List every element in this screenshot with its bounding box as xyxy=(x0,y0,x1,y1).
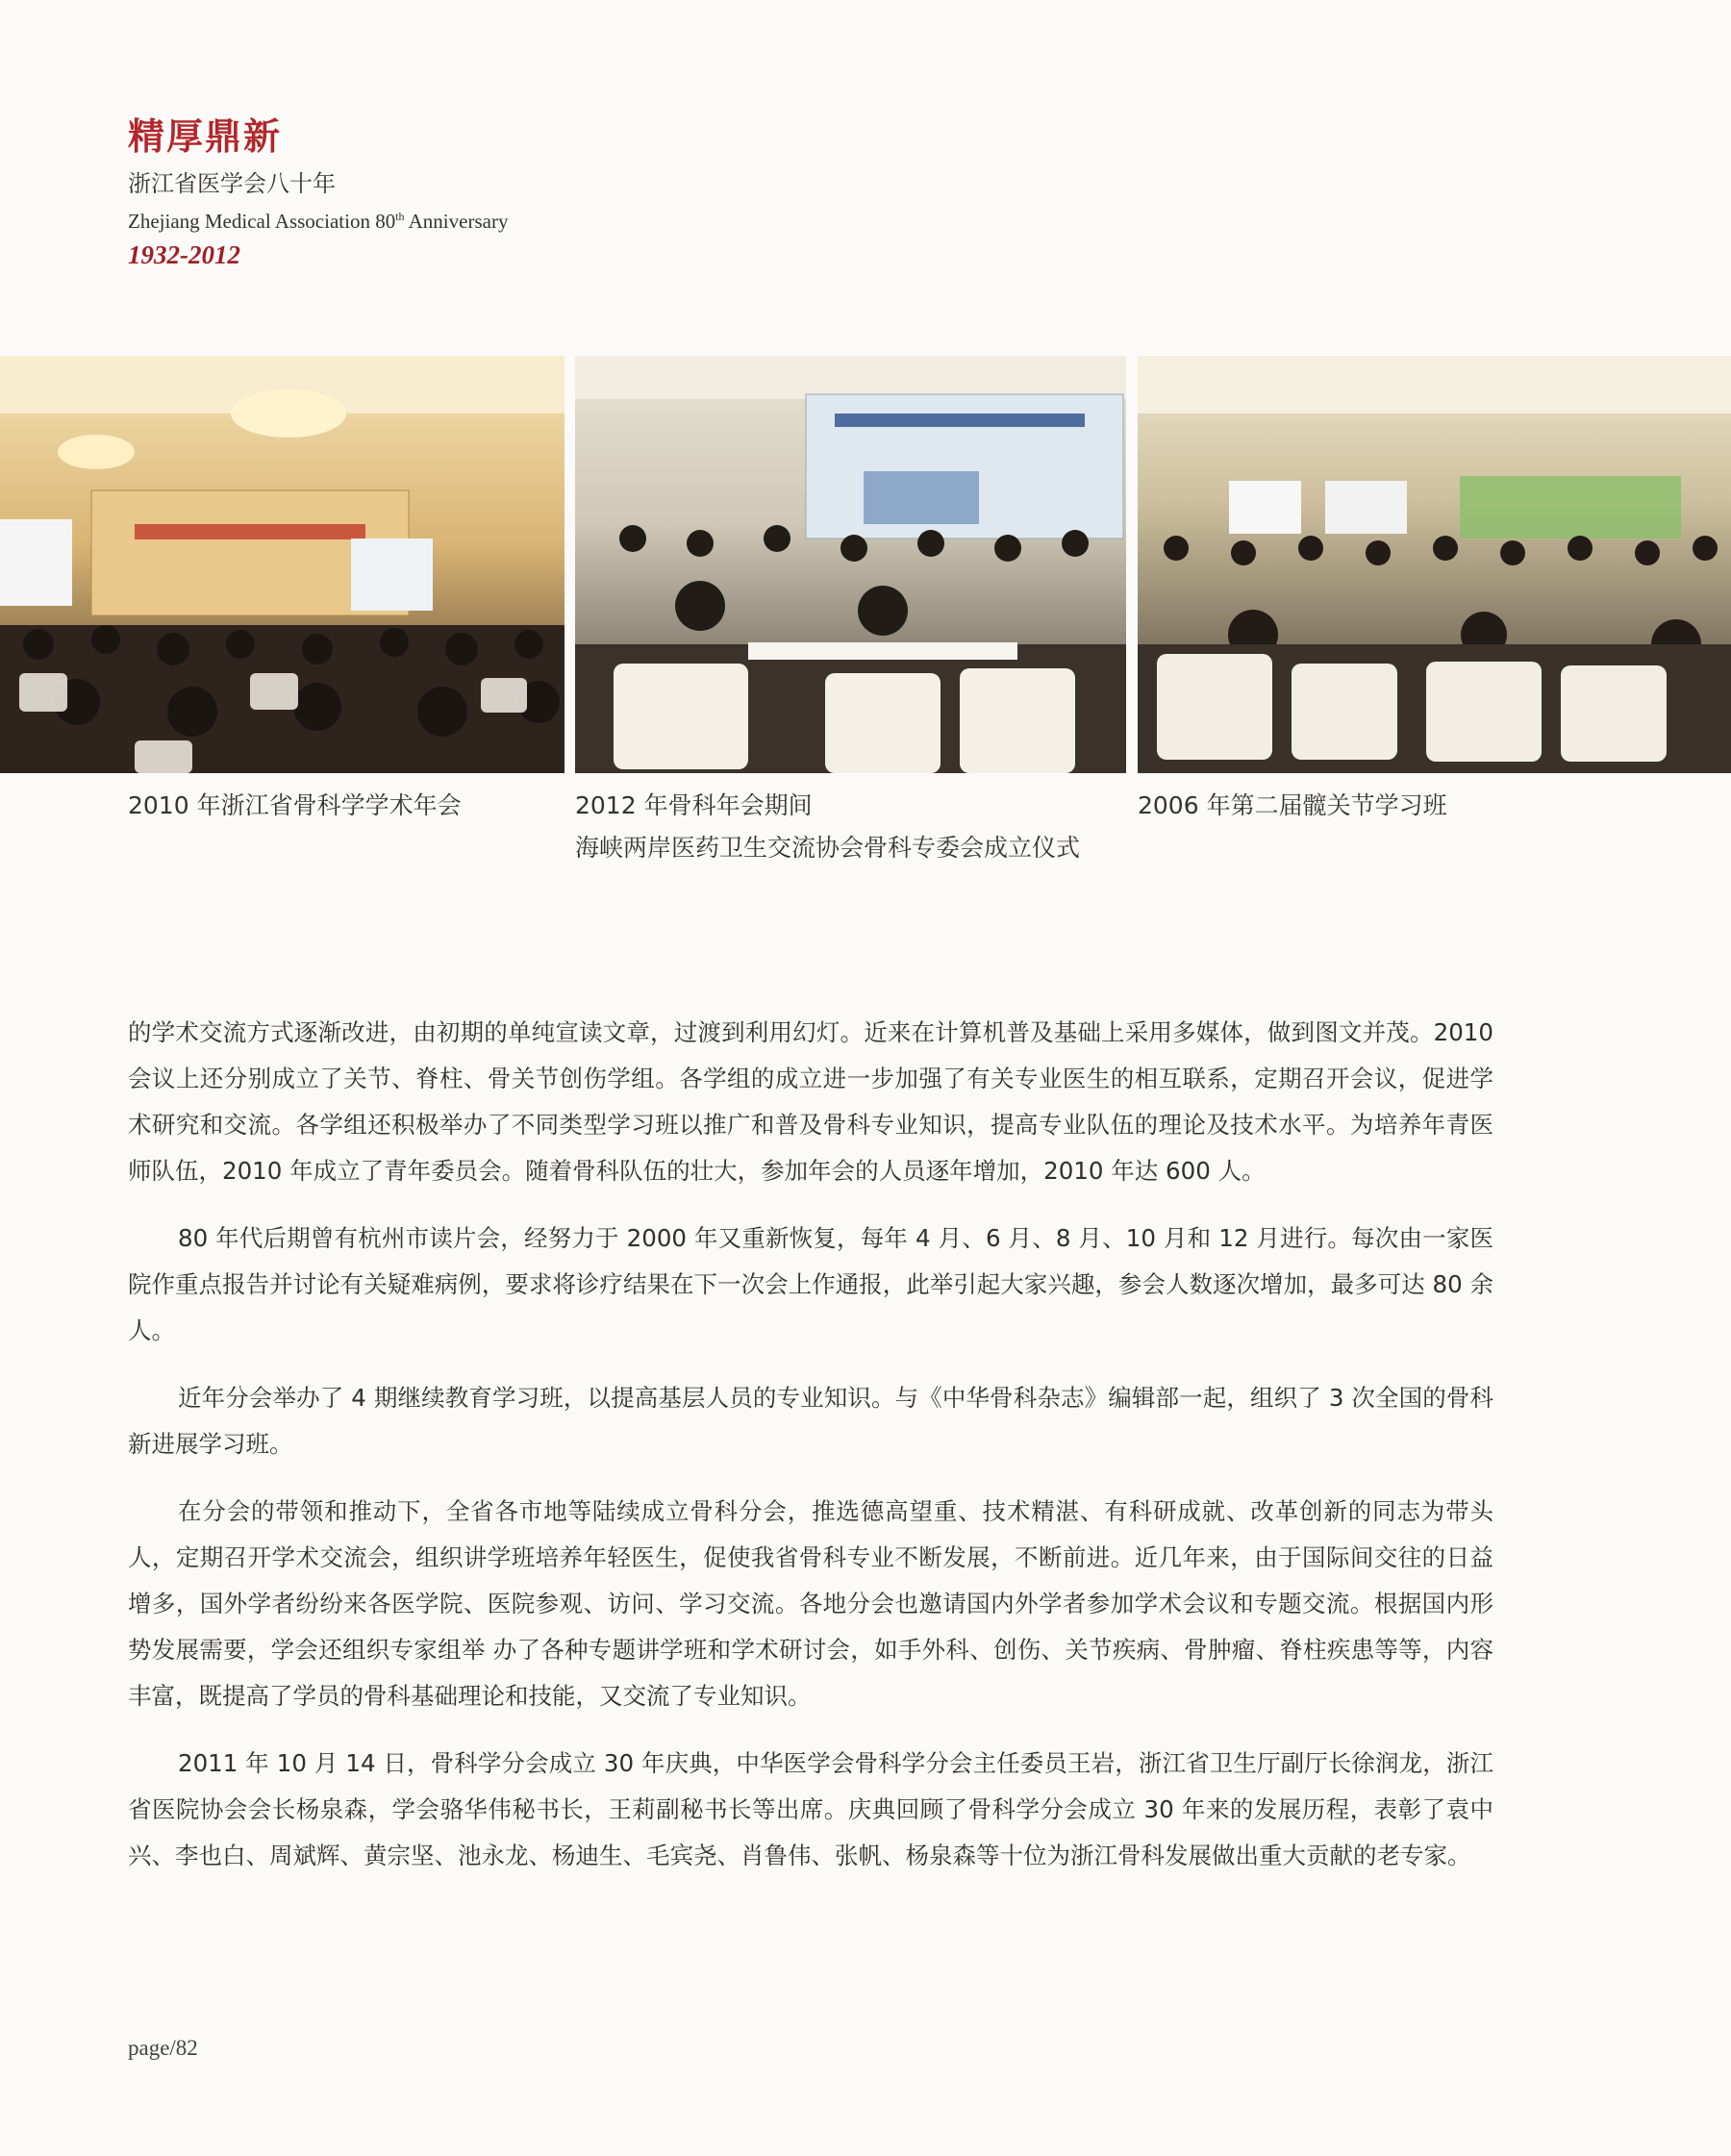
paragraph: 在分会的带领和推动下，全省各市地等陆续成立骨科分会，推选德高望重、技术精湛、有科研成就、改革创新的同志为带头人，定期召开学术交流会，组织讲学班培养年轻医生，促使我省骨科专业不断发展，不断前进。近几年来，由于国际间交往的日益增多，国外学者纷纷来各医学院、医院参观、访问、学习交流。各地分会也邀请国内外学者参加学术会议和专题交流。根据国内形势发展需要，学会还组织专家组举 办了各种专题讲学班和学术研讨会，如手外科、创伤、关节疾病、骨肿瘤、脊柱疾患等等，内容丰富，既提高了学员的骨科基础理论和技能，又交流了专业知识。 xyxy=(128,1497,1493,1710)
photo-2006-hip-course xyxy=(1138,356,1731,773)
year-range: 1932-2012 xyxy=(128,240,240,269)
paragraph: 近年分会举办了 4 期继续教育学习班，以提高基层人员的专业知识。与《中华骨科杂志》编辑部一起，组织了 3 次全国的骨科新进展学习班。 xyxy=(128,1384,1493,1458)
photo-caption-3: 2006 年第二届髋关节学习班 xyxy=(1138,791,1447,819)
brand-logo-text: 精厚鼎新 xyxy=(128,114,283,158)
paragraph: 的学术交流方式逐渐改进，由初期的单纯宣读文章，过渡到利用幻灯。近来在计算机普及基础上采用多媒体，做到图文并茂。2010 会议上还分别成立了关节、脊柱、骨关节创伤学组。各学组的成立进一步加强了有关专业医生的相互联系，定期召开会议，促进学术研究和交流。各学组还积极举办了不同类型学习班以推广和普及骨科专业知识，提高专业队伍的理论及技术水平。为培养年青医师队伍，2010 年成立了青年委员会。随着骨科队伍的壮大，参加年会的人员逐年增加，2010 年达 600 人。 xyxy=(128,1018,1493,1185)
paragraph: 2011 年 10 月 14 日，骨科学分会成立 30 年庆典，中华医学会骨科学分会主任委员王岩，浙江省卫生厅副厅长徐润龙，浙江省医院协会会长杨泉森，学会骆华伟秘书长，王莉副秘书长等出席。庆典回顾了骨科学分会成立 30 年来的发展历程，表彰了袁中兴、李也白、周斌辉、黄宗坚、池永龙、杨迪生、毛宾尧、肖鲁伟、张帆、杨泉森等十位为浙江骨科发展做出重大贡献的老专家。 xyxy=(128,1749,1493,1869)
photo-caption-2: 2012 年骨科年会期间 海峡两岸医药卫生交流协会骨科专委会成立仪式 xyxy=(575,791,1081,862)
page-header xyxy=(128,113,508,270)
paragraph: 80 年代后期曾有杭州市读片会，经努力于 2000 年又重新恢复，每年 4 月、6 月、8 月、10 月和 12 月进行。每次由一家医院作重点报告并讨论有关疑难病例，要求将诊疗结果在下一次会上作通报，此举引起大家兴趣，参会人数逐次增加，最多可达 80 余人。 xyxy=(128,1224,1493,1344)
book-title-en: Zhejiang Medical Association 80th Anniversary xyxy=(128,210,509,233)
book-title-cn: 浙江省医学会八十年 xyxy=(128,170,336,197)
page-number: page/82 xyxy=(128,2036,198,2060)
photo-2010-annual-meeting xyxy=(0,356,564,773)
article-body xyxy=(128,1010,1493,1900)
photo-caption-1: 2010 年浙江省骨科学学术年会 xyxy=(128,791,462,819)
photo-2012-straits-committee xyxy=(575,356,1126,773)
